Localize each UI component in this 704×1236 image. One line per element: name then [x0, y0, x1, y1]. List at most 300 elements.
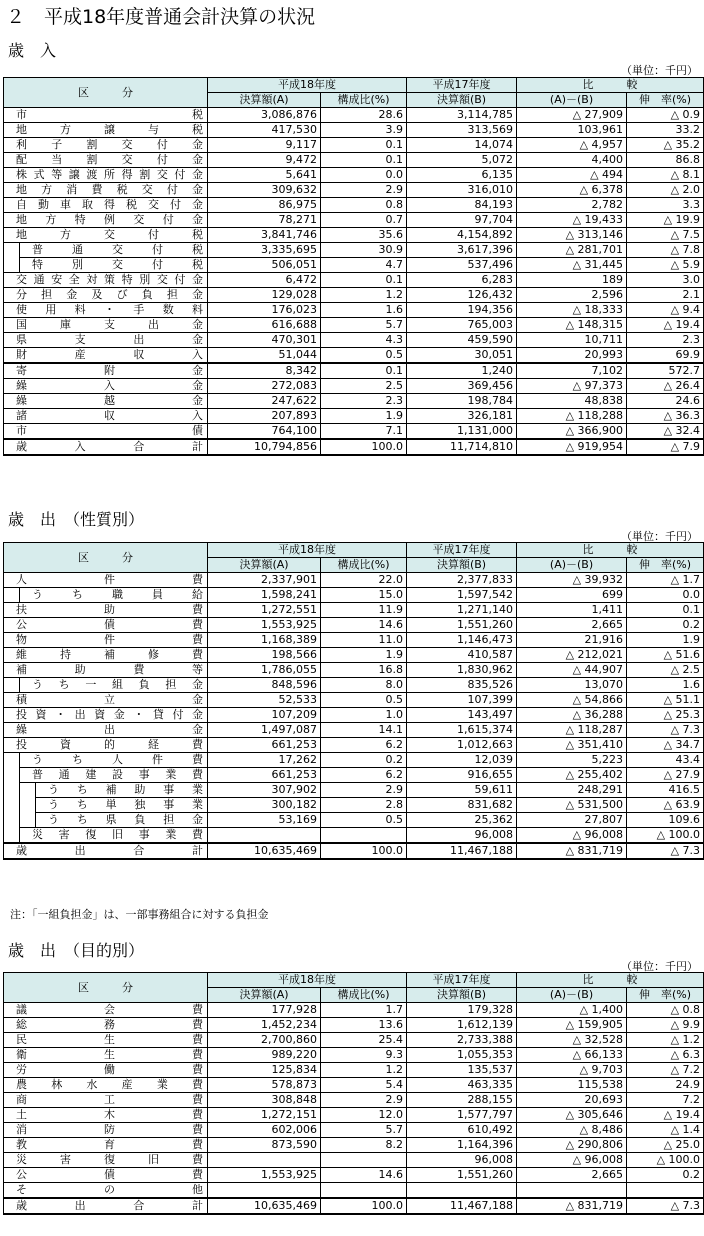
row-label: 教育費	[4, 1138, 208, 1153]
diff-cell: 20,693	[517, 1093, 627, 1108]
amount-fy18-cell: 1,452,234	[208, 1018, 321, 1033]
indent-cell	[4, 258, 20, 273]
amount-fy17-cell: 198,784	[407, 394, 517, 409]
amount-fy18-cell: 300,182	[208, 798, 321, 813]
amount-fy17-cell: 326,181	[407, 409, 517, 424]
row-label: 総務費	[4, 1018, 208, 1033]
amount-fy18-cell: 3,086,876	[208, 108, 321, 123]
amount-fy18-cell: 129,028	[208, 288, 321, 303]
diff-cell: △ 305,646	[517, 1108, 627, 1123]
row-label: 歳出合計	[4, 1198, 208, 1214]
header-ratio: 構成比(%)	[321, 558, 407, 573]
indent-cell	[4, 813, 20, 828]
indent-cell	[4, 753, 20, 768]
row-label: 公債費	[4, 1168, 208, 1183]
diff-cell: △ 4,957	[517, 138, 627, 153]
table-row	[4, 648, 704, 663]
amount-fy17-cell: 410,587	[407, 648, 517, 663]
table-row	[4, 213, 704, 228]
row-label: うち単独事業	[36, 798, 208, 813]
amount-fy18-cell: 989,220	[208, 1048, 321, 1063]
growth-cell: 0.2	[627, 1168, 704, 1183]
ratio-cell: 11.9	[321, 603, 407, 618]
growth-cell: △ 51.1	[627, 693, 704, 708]
table-row	[4, 588, 704, 603]
growth-cell: 69.9	[627, 348, 704, 364]
amount-fy17-cell: 12,039	[407, 753, 517, 768]
ratio-cell: 2.9	[321, 783, 407, 798]
diff-cell	[517, 1183, 627, 1199]
diff-cell: △ 18,333	[517, 303, 627, 318]
header-row	[4, 78, 704, 93]
amount-fy18-cell: 10,794,856	[208, 439, 321, 455]
diff-cell: 115,538	[517, 1078, 627, 1093]
row-label: 維持補修費	[4, 648, 208, 663]
header-growth: 伸 率(%)	[627, 558, 704, 573]
exp-nature-table	[3, 542, 704, 860]
amount-fy18-cell: 52,533	[208, 693, 321, 708]
table-row	[4, 153, 704, 168]
amount-fy18-cell: 307,902	[208, 783, 321, 798]
amount-fy18-cell: 873,590	[208, 1138, 321, 1153]
amount-fy17-cell: 1,271,140	[407, 603, 517, 618]
amount-fy17-cell: 1,615,374	[407, 723, 517, 738]
table-row	[4, 843, 704, 859]
header-amount-b: 決算額(B)	[407, 558, 517, 573]
row-label: 物件費	[4, 633, 208, 648]
amount-fy17-cell: 2,733,388	[407, 1033, 517, 1048]
row-label: 繰越金	[4, 394, 208, 409]
growth-cell: △ 25.0	[627, 1138, 704, 1153]
row-label: 普通交付税	[20, 243, 208, 258]
row-label: 使用料・手数料	[4, 303, 208, 318]
table-row	[4, 439, 704, 455]
header-category: 区 分	[4, 543, 208, 573]
header-amount-a: 決算額(A)	[208, 93, 321, 108]
diff-cell: 7,102	[517, 363, 627, 379]
row-label: 財産収入	[4, 348, 208, 364]
row-label: 補助費等	[4, 663, 208, 678]
amount-fy18-cell: 2,700,860	[208, 1033, 321, 1048]
revenue-unit-label: （単位：千円）	[621, 64, 698, 77]
amount-fy17-cell: 288,155	[407, 1093, 517, 1108]
exp-nature-heading: 歳 出 （性質別）	[8, 510, 145, 529]
diff-cell: △ 54,866	[517, 693, 627, 708]
diff-cell: △ 281,701	[517, 243, 627, 258]
indent-cell	[20, 783, 36, 798]
table-row	[4, 183, 704, 198]
diff-cell: △ 313,146	[517, 228, 627, 243]
diff-cell: 5,223	[517, 753, 627, 768]
table-row	[4, 1003, 704, 1018]
growth-cell: △ 19.4	[627, 318, 704, 333]
header-amount-b: 決算額(B)	[407, 93, 517, 108]
ratio-cell: 1.2	[321, 288, 407, 303]
amount-fy18-cell: 5,641	[208, 168, 321, 183]
growth-cell: △ 7.3	[627, 1198, 704, 1214]
amount-fy17-cell: 1,551,260	[407, 1168, 517, 1183]
table-row	[4, 123, 704, 138]
growth-cell: △ 6.3	[627, 1048, 704, 1063]
table-row	[4, 798, 704, 813]
growth-cell: 3.3	[627, 198, 704, 213]
ratio-cell: 1.6	[321, 303, 407, 318]
table-row	[4, 618, 704, 633]
ratio-cell	[321, 1183, 407, 1199]
indent-cell	[4, 828, 20, 844]
row-label: 繰出金	[4, 723, 208, 738]
ratio-cell: 2.9	[321, 183, 407, 198]
table-row	[4, 243, 704, 258]
amount-fy18-cell: 848,596	[208, 678, 321, 693]
diff-cell: 48,838	[517, 394, 627, 409]
diff-cell: 189	[517, 273, 627, 288]
amount-fy18-cell: 661,253	[208, 738, 321, 753]
amount-fy17-cell: 313,569	[407, 123, 517, 138]
growth-cell: 109.6	[627, 813, 704, 828]
amount-fy18-cell: 51,044	[208, 348, 321, 364]
amount-fy18-cell: 198,566	[208, 648, 321, 663]
row-label: 地方消費税交付金	[4, 183, 208, 198]
growth-cell: 572.7	[627, 363, 704, 379]
table-row	[4, 633, 704, 648]
growth-cell: 3.0	[627, 273, 704, 288]
amount-fy17-cell: 6,135	[407, 168, 517, 183]
table-row	[4, 1018, 704, 1033]
diff-cell: △ 31,445	[517, 258, 627, 273]
table-row	[4, 573, 704, 588]
growth-cell: △ 19.9	[627, 213, 704, 228]
diff-cell: △ 19,433	[517, 213, 627, 228]
amount-fy17-cell: 610,492	[407, 1123, 517, 1138]
diff-cell: 2,782	[517, 198, 627, 213]
growth-cell: 416.5	[627, 783, 704, 798]
amount-fy18-cell: 125,834	[208, 1063, 321, 1078]
header-amount-a: 決算額(A)	[208, 988, 321, 1003]
table-row	[4, 409, 704, 424]
table-row	[4, 693, 704, 708]
growth-cell: 2.3	[627, 333, 704, 348]
exp-purpose-unit-label: （単位：千円）	[621, 960, 698, 973]
ratio-cell: 1.9	[321, 409, 407, 424]
header-diff: (A)－(B)	[517, 988, 627, 1003]
ratio-cell: 2.5	[321, 379, 407, 394]
ratio-cell	[321, 1153, 407, 1168]
row-label: 消防費	[4, 1123, 208, 1138]
diff-cell: △ 919,954	[517, 439, 627, 455]
ratio-cell: 6.2	[321, 738, 407, 753]
diff-cell: △ 96,008	[517, 828, 627, 844]
amount-fy17-cell: 11,467,188	[407, 843, 517, 859]
ratio-cell: 22.0	[321, 573, 407, 588]
growth-cell: △ 5.9	[627, 258, 704, 273]
indent-cell	[20, 813, 36, 828]
table-row	[4, 1048, 704, 1063]
growth-cell	[627, 1183, 704, 1199]
growth-cell: △ 36.3	[627, 409, 704, 424]
amount-fy18-cell: 308,848	[208, 1093, 321, 1108]
table-row	[4, 333, 704, 348]
amount-fy18-cell	[208, 1183, 321, 1199]
amount-fy18-cell: 9,472	[208, 153, 321, 168]
row-label: 配当割交付金	[4, 153, 208, 168]
growth-cell: 0.0	[627, 588, 704, 603]
ratio-cell: 7.1	[321, 424, 407, 440]
table-row	[4, 258, 704, 273]
row-label: 投資・出資金・貸付金	[4, 708, 208, 723]
amount-fy17-cell: 4,154,892	[407, 228, 517, 243]
amount-fy18-cell: 17,262	[208, 753, 321, 768]
ratio-cell: 15.0	[321, 588, 407, 603]
amount-fy18-cell: 1,553,925	[208, 618, 321, 633]
growth-cell: 1.9	[627, 633, 704, 648]
growth-cell: △ 1.4	[627, 1123, 704, 1138]
ratio-cell: 3.9	[321, 123, 407, 138]
indent-cell	[4, 798, 20, 813]
table-row	[4, 379, 704, 394]
diff-cell: △ 44,907	[517, 663, 627, 678]
diff-cell: △ 118,287	[517, 723, 627, 738]
indent-cell	[4, 678, 20, 693]
row-label: うち職員給	[20, 588, 208, 603]
ratio-cell: 0.5	[321, 693, 407, 708]
table-row	[4, 708, 704, 723]
row-label: 衛生費	[4, 1048, 208, 1063]
amount-fy18-cell: 616,688	[208, 318, 321, 333]
row-label: うち一組負担金	[20, 678, 208, 693]
header-fy17: 平成17年度	[407, 973, 517, 988]
amount-fy17-cell: 765,003	[407, 318, 517, 333]
row-label: 民生費	[4, 1033, 208, 1048]
amount-fy17-cell: 1,240	[407, 363, 517, 379]
ratio-cell: 2.3	[321, 394, 407, 409]
row-label: 災害復旧事業費	[20, 828, 208, 844]
diff-cell: △ 212,021	[517, 648, 627, 663]
indent-cell	[4, 783, 20, 798]
table-row	[4, 753, 704, 768]
ratio-cell: 2.8	[321, 798, 407, 813]
header-diff: (A)－(B)	[517, 558, 627, 573]
amount-fy17-cell: 1,164,396	[407, 1138, 517, 1153]
amount-fy17-cell: 14,074	[407, 138, 517, 153]
amount-fy18-cell: 9,117	[208, 138, 321, 153]
amount-fy18-cell: 1,272,551	[208, 603, 321, 618]
row-label: うち補助事業	[36, 783, 208, 798]
revenue-table	[3, 77, 704, 456]
row-label: 歳出合計	[4, 843, 208, 859]
header-comparison: 比 較	[517, 543, 704, 558]
growth-cell: 43.4	[627, 753, 704, 768]
growth-cell: 1.6	[627, 678, 704, 693]
header-growth: 伸 率(%)	[627, 988, 704, 1003]
amount-fy17-cell: 135,537	[407, 1063, 517, 1078]
row-label: 地方特例交付金	[4, 213, 208, 228]
table-row	[4, 1198, 704, 1214]
ratio-cell: 14.1	[321, 723, 407, 738]
ratio-cell: 28.6	[321, 108, 407, 123]
amount-fy17-cell: 1,612,139	[407, 1018, 517, 1033]
table-row	[4, 828, 704, 844]
amount-fy18-cell	[208, 828, 321, 844]
diff-cell: △ 159,905	[517, 1018, 627, 1033]
growth-cell: △ 51.6	[627, 648, 704, 663]
diff-cell: △ 118,288	[517, 409, 627, 424]
amount-fy17-cell: 1,146,473	[407, 633, 517, 648]
ratio-cell: 35.6	[321, 228, 407, 243]
ratio-cell: 6.2	[321, 768, 407, 783]
diff-cell: △ 1,400	[517, 1003, 627, 1018]
amount-fy18-cell: 602,006	[208, 1123, 321, 1138]
ratio-cell: 2.9	[321, 1093, 407, 1108]
amount-fy18-cell: 272,083	[208, 379, 321, 394]
table-row	[4, 1123, 704, 1138]
row-label: 特別交付税	[20, 258, 208, 273]
diff-cell: 10,711	[517, 333, 627, 348]
amount-fy17-cell: 3,617,396	[407, 243, 517, 258]
diff-cell: △ 96,008	[517, 1153, 627, 1168]
ratio-cell: 100.0	[321, 439, 407, 455]
table-row	[4, 1168, 704, 1183]
header-category: 区 分	[4, 973, 208, 1003]
ratio-cell: 5.4	[321, 1078, 407, 1093]
amount-fy18-cell: 506,051	[208, 258, 321, 273]
table-row	[4, 1153, 704, 1168]
growth-cell: 7.2	[627, 1093, 704, 1108]
ratio-cell: 1.7	[321, 1003, 407, 1018]
growth-cell: △ 19.4	[627, 1108, 704, 1123]
amount-fy17-cell: 11,714,810	[407, 439, 517, 455]
growth-cell: △ 7.8	[627, 243, 704, 258]
row-label: 土木費	[4, 1108, 208, 1123]
amount-fy17-cell: 369,456	[407, 379, 517, 394]
table-row	[4, 228, 704, 243]
amount-fy17-cell: 6,283	[407, 273, 517, 288]
growth-cell: 33.2	[627, 123, 704, 138]
amount-fy17-cell: 96,008	[407, 1153, 517, 1168]
table-row	[4, 1078, 704, 1093]
header-fy17: 平成17年度	[407, 78, 517, 93]
row-label: 国庫支出金	[4, 318, 208, 333]
amount-fy17-cell: 59,611	[407, 783, 517, 798]
table-row	[4, 738, 704, 753]
table-row	[4, 1033, 704, 1048]
diff-cell: △ 290,806	[517, 1138, 627, 1153]
ratio-cell: 14.6	[321, 1168, 407, 1183]
amount-fy17-cell: 3,114,785	[407, 108, 517, 123]
ratio-cell: 11.0	[321, 633, 407, 648]
table-row	[4, 768, 704, 783]
row-label: 災害復旧費	[4, 1153, 208, 1168]
row-label: 商工費	[4, 1093, 208, 1108]
growth-cell: 2.1	[627, 288, 704, 303]
indent-cell	[20, 798, 36, 813]
table-row	[4, 273, 704, 288]
row-label: 投資的経費	[4, 738, 208, 753]
table-row	[4, 1183, 704, 1199]
amount-fy17-cell: 194,356	[407, 303, 517, 318]
ratio-cell: 1.9	[321, 648, 407, 663]
diff-cell: △ 831,719	[517, 843, 627, 859]
amount-fy17-cell: 143,497	[407, 708, 517, 723]
indent-cell	[4, 243, 20, 258]
table-row	[4, 303, 704, 318]
ratio-cell: 5.7	[321, 318, 407, 333]
growth-cell: △ 34.7	[627, 738, 704, 753]
ratio-cell: 1.0	[321, 708, 407, 723]
amount-fy17-cell: 1,551,260	[407, 618, 517, 633]
row-label: 株式等譲渡所得割交付金	[4, 168, 208, 183]
table-row	[4, 1138, 704, 1153]
amount-fy18-cell: 86,975	[208, 198, 321, 213]
growth-cell: 86.8	[627, 153, 704, 168]
header-comparison: 比 較	[517, 973, 704, 988]
table-row	[4, 678, 704, 693]
ratio-cell: 0.0	[321, 168, 407, 183]
ratio-cell: 9.3	[321, 1048, 407, 1063]
ratio-cell: 0.1	[321, 273, 407, 288]
header-amount-a: 決算額(A)	[208, 558, 321, 573]
growth-cell: △ 7.3	[627, 843, 704, 859]
amount-fy17-cell: 11,467,188	[407, 1198, 517, 1214]
exp-nature-unit-label: （単位：千円）	[621, 530, 698, 543]
row-label: 議会費	[4, 1003, 208, 1018]
diff-cell: 13,070	[517, 678, 627, 693]
amount-fy17-cell: 96,008	[407, 828, 517, 844]
growth-cell: △ 2.5	[627, 663, 704, 678]
amount-fy18-cell: 1,786,055	[208, 663, 321, 678]
ratio-cell: 5.7	[321, 1123, 407, 1138]
amount-fy17-cell: 5,072	[407, 153, 517, 168]
growth-cell: △ 27.9	[627, 768, 704, 783]
amount-fy18-cell: 1,497,087	[208, 723, 321, 738]
table-row	[4, 783, 704, 798]
row-label: 交通安全対策特別交付金	[4, 273, 208, 288]
ratio-cell: 16.8	[321, 663, 407, 678]
growth-cell: 24.6	[627, 394, 704, 409]
diff-cell: △ 6,378	[517, 183, 627, 198]
amount-fy18-cell	[208, 1153, 321, 1168]
amount-fy18-cell: 1,553,925	[208, 1168, 321, 1183]
row-label: うち県負担金	[36, 813, 208, 828]
amount-fy17-cell: 916,655	[407, 768, 517, 783]
diff-cell: △ 531,500	[517, 798, 627, 813]
growth-cell: △ 0.8	[627, 1003, 704, 1018]
row-label: うち人件費	[20, 753, 208, 768]
ratio-cell: 25.4	[321, 1033, 407, 1048]
growth-cell: △ 1.2	[627, 1033, 704, 1048]
amount-fy17-cell: 1,597,542	[407, 588, 517, 603]
indent-cell	[4, 588, 20, 603]
growth-cell: △ 9.9	[627, 1018, 704, 1033]
amount-fy18-cell: 176,023	[208, 303, 321, 318]
amount-fy17-cell: 97,704	[407, 213, 517, 228]
growth-cell: △ 1.7	[627, 573, 704, 588]
header-fy18: 平成18年度	[208, 543, 407, 558]
row-label: 繰入金	[4, 379, 208, 394]
diff-cell: △ 831,719	[517, 1198, 627, 1214]
header-fy17: 平成17年度	[407, 543, 517, 558]
indent-cell	[4, 768, 20, 783]
ratio-cell: 14.6	[321, 618, 407, 633]
row-label: その他	[4, 1183, 208, 1199]
ratio-cell: 13.6	[321, 1018, 407, 1033]
row-label: 利子割交付金	[4, 138, 208, 153]
row-label: 積立金	[4, 693, 208, 708]
table-row	[4, 1063, 704, 1078]
growth-cell: △ 100.0	[627, 828, 704, 844]
ratio-cell: 0.7	[321, 213, 407, 228]
amount-fy18-cell: 78,271	[208, 213, 321, 228]
